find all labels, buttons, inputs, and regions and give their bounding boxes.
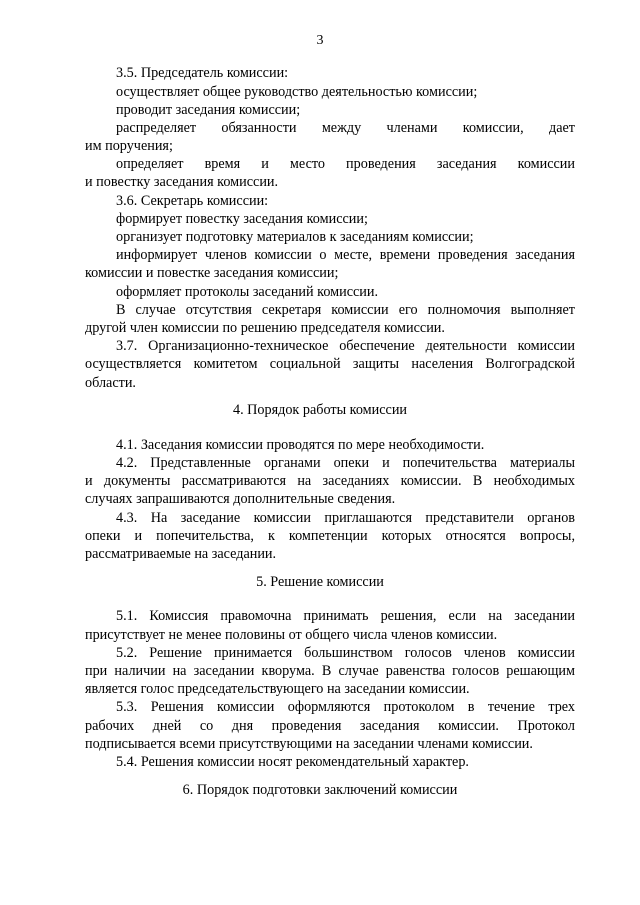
paragraph-line: 4.1. Заседания комиссии проводятся по мере необходимости. <box>116 437 485 453</box>
section-heading: 6. Порядок подготовки заключений комиссии <box>182 782 458 798</box>
paragraph-line: 5.1. Комиссия правомочна принимать решения, если на заседании <box>116 608 575 624</box>
section-heading: 4. Порядок работы комиссии <box>232 402 408 418</box>
paragraph-line: распределяет обязанности между членами комиссии, дает <box>116 120 575 136</box>
paragraph-line: рабочих дней со дня проведения заседания комиссии. Протокол <box>85 718 575 734</box>
paragraph-line: 4.3. На заседание комиссии приглашаются представители органов <box>116 510 575 526</box>
paragraph-line: 3.5. Председатель комиссии: <box>116 65 289 81</box>
paragraph-line: рассматриваемые на заседании. <box>85 546 277 562</box>
page-number: 3 <box>316 33 324 48</box>
paragraph-line: 5.3. Решения комиссии оформляются протоколом в течение трех <box>116 699 575 715</box>
paragraph-line: и повестку заседания комиссии. <box>85 174 279 190</box>
paragraph-line: информирует членов комиссии о месте, времени проведения заседания <box>116 247 575 263</box>
paragraph-line: 3.7. Организационно-техническое обеспечение деятельности комиссии <box>116 338 575 354</box>
paragraph-line: оформляет протоколы заседаний комиссии. <box>116 284 379 300</box>
paragraph-line: В случае отсутствия секретаря комиссии его полномочия выполняет <box>116 302 575 318</box>
paragraph-line: является голос председательствующего на заседании комиссии. <box>85 681 470 697</box>
paragraph-line: организует подготовку материалов к заседаниям комиссии; <box>116 229 474 245</box>
paragraph-line: 5.2. Решение принимается большинством голосов членов комиссии <box>116 645 575 661</box>
paragraph-line: присутствует не менее половины от общего числа членов комиссии. <box>85 627 498 643</box>
paragraph-line: случаях запрашиваются дополнительные сведения. <box>85 491 396 507</box>
paragraph-line: комиссии и повестке заседания комиссии; <box>85 265 339 281</box>
paragraph-line: 5.4. Решения комиссии носят рекомендательный характер. <box>116 754 469 770</box>
paragraph-line: формирует повестку заседания комиссии; <box>116 211 368 227</box>
paragraph-line: определяет время и место проведения заседания комиссии <box>116 156 575 172</box>
section-heading: 5. Решение комиссии <box>256 574 384 590</box>
paragraph-line: области. <box>85 375 136 391</box>
paragraph-line: осуществляется комитетом социальной защиты населения Волгоградской <box>85 356 575 372</box>
paragraph-line: 3.6. Секретарь комиссии: <box>116 193 269 209</box>
paragraph-line: при наличии на заседании кворума. В случае равенства голосов решающим <box>85 663 575 679</box>
paragraph-line: другой член комиссии по решению председателя комиссии. <box>85 320 445 336</box>
paragraph-line: 4.2. Представленные органами опеки и попечительства материалы <box>116 455 575 471</box>
paragraph-line: подписывается всеми присутствующими на заседании членами комиссии. <box>85 736 533 752</box>
paragraph-line: осуществляет общее руководство деятельностью комиссии; <box>116 84 478 100</box>
paragraph-line: им поручения; <box>85 138 173 154</box>
paragraph-line: опеки и попечительства, к компетенции которых относятся вопросы, <box>85 528 575 544</box>
paragraph-line: проводит заседания комиссии; <box>116 102 301 118</box>
paragraph-line: и документы рассматриваются на заседаниях комиссии. В необходимых <box>85 473 575 489</box>
